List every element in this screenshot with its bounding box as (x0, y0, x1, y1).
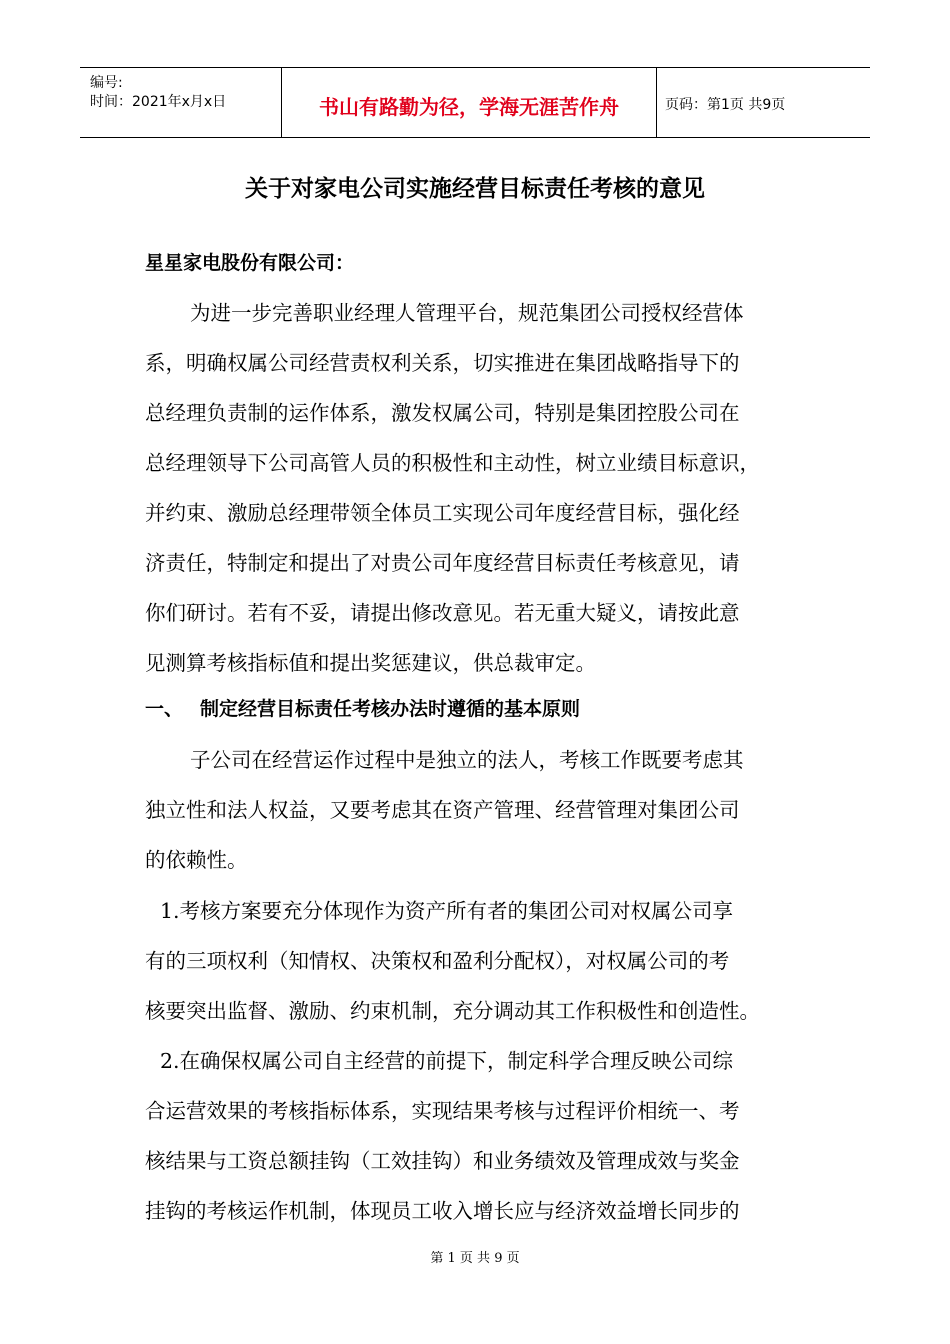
paragraph-line: 你们研讨。若有不妥，请提出修改意见。若无重大疑义，请按此意 (145, 601, 740, 625)
list-item-line: 核要突出监督、激励、约束机制，充分调动其工作积极性和创造性。 (145, 999, 760, 1023)
motto-text: 书山有路勤为径，学海无涯苦作舟 (319, 95, 619, 119)
list-item-line: 1.考核方案要充分体现作为资产所有者的集团公司对权属公司享 (160, 899, 734, 923)
header-table (80, 67, 870, 138)
list-item-line: 合运营效果的考核指标体系，实现结果考核与过程评价相统一、考 (145, 1099, 740, 1123)
page-footer: 第 1 页 共 9 页 (430, 1251, 520, 1266)
header-page-cell (657, 68, 870, 137)
paragraph-line: 独立性和法人权益，又要考虑其在资产管理、经营管理对集团公司 (145, 798, 740, 822)
paragraph-line: 子公司在经营运作过程中是独立的法人，考核工作既要考虑其 (190, 748, 744, 772)
paragraph-line: 见测算考核指标值和提出奖惩建议，供总裁审定。 (145, 651, 596, 675)
paragraph-line: 系，明确权属公司经营责权利关系，切实推进在集团战略指导下的 (145, 351, 740, 375)
time-label: 时间：2021年x月x日 (90, 94, 227, 110)
paragraph-line: 总经理领导下公司高管人员的积极性和主动性，树立业绩目标意识， (145, 451, 760, 475)
header-left-cell (80, 68, 282, 137)
section-heading (145, 694, 580, 721)
header-motto-cell (282, 68, 657, 137)
document-title: 关于对家电公司实施经营目标责任考核的意见 (245, 176, 705, 202)
number-label: 编号: (90, 75, 123, 91)
list-item-line: 2.在确保权属公司自主经营的前提下，制定科学合理反映公司综 (160, 1049, 734, 1073)
paragraph-line: 为进一步完善职业经理人管理平台，规范集团公司授权经营体 (190, 301, 744, 325)
paragraph-line: 济责任，特制定和提出了对贵公司年度经营目标责任考核意见，请 (145, 551, 740, 575)
paragraph-line: 并约束、激励总经理带领全体员工实现公司年度经营目标，强化经 (145, 501, 740, 525)
list-item-line: 挂钩的考核运作机制，体现员工收入增长应与经济效益增长同步的 (145, 1199, 740, 1223)
paragraph-line: 的依赖性。 (145, 848, 248, 872)
section-number: 一、 (145, 698, 184, 720)
page-info: 页码：第1页 共9页 (665, 97, 786, 113)
list-item-line: 有的三项权利（知情权、决策权和盈利分配权），对权属公司的考 (145, 949, 730, 973)
section-title: 制定经营目标责任考核办法时遵循的基本原则 (200, 698, 581, 720)
paragraph-line: 总经理负责制的运作体系，激发权属公司，特别是集团控股公司在 (145, 401, 740, 425)
addressee: 星星家电股份有限公司： (145, 252, 355, 274)
list-item-line: 核结果与工资总额挂钩（工效挂钩）和业务绩效及管理成效与奖金 (145, 1149, 740, 1173)
